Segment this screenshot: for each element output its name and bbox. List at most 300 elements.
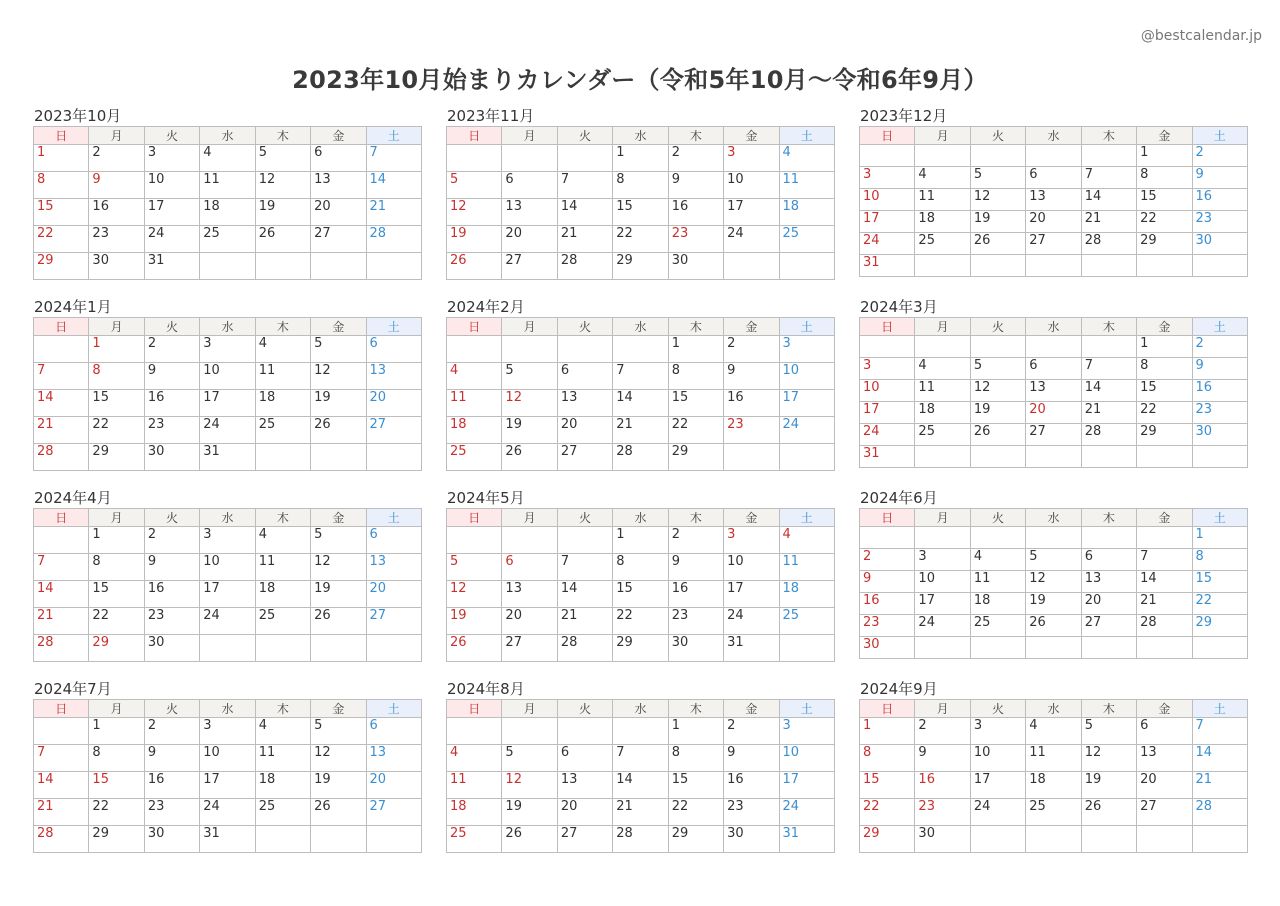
day-cell: 20 bbox=[502, 226, 557, 253]
weekday-header: 日 bbox=[34, 127, 89, 145]
day-cell: 30 bbox=[1192, 233, 1247, 255]
day-cell: 19 bbox=[970, 211, 1025, 233]
day-cell: 13 bbox=[366, 363, 421, 390]
weekday-header: 木 bbox=[1081, 509, 1136, 527]
day-cell: 20 bbox=[1026, 211, 1081, 233]
day-cell: 3 bbox=[724, 145, 779, 172]
day-cell: 25 bbox=[1026, 799, 1081, 826]
day-cell: 24 bbox=[200, 799, 255, 826]
day-cell: 19 bbox=[255, 199, 310, 226]
day-cell: 1 bbox=[613, 145, 668, 172]
day-cell: 5 bbox=[311, 336, 366, 363]
day-cell: 18 bbox=[255, 581, 310, 608]
weekday-header: 土 bbox=[779, 700, 834, 718]
weekday-header: 火 bbox=[144, 127, 199, 145]
day-cell: 11 bbox=[1026, 745, 1081, 772]
day-cell: 6 bbox=[366, 718, 421, 745]
weekday-header: 水 bbox=[200, 509, 255, 527]
week-row bbox=[34, 745, 422, 772]
weekday-header: 火 bbox=[144, 318, 199, 336]
weekday-header: 金 bbox=[724, 127, 779, 145]
day-cell bbox=[779, 635, 834, 662]
weekday-header: 水 bbox=[1026, 509, 1081, 527]
week-row bbox=[860, 527, 1248, 549]
weekday-header: 日 bbox=[860, 509, 915, 527]
day-cell bbox=[366, 253, 421, 280]
day-cell: 16 bbox=[1192, 189, 1247, 211]
day-cell: 7 bbox=[613, 363, 668, 390]
day-cell: 8 bbox=[1137, 358, 1192, 380]
day-cell bbox=[366, 826, 421, 853]
weekday-header: 月 bbox=[502, 509, 557, 527]
week-row bbox=[34, 390, 422, 417]
day-cell: 11 bbox=[915, 189, 970, 211]
week-row bbox=[447, 608, 835, 635]
day-cell bbox=[1026, 527, 1081, 549]
day-cell: 31 bbox=[144, 253, 199, 280]
day-cell bbox=[502, 527, 557, 554]
day-cell: 14 bbox=[557, 199, 612, 226]
day-cell: 28 bbox=[366, 226, 421, 253]
day-cell: 1 bbox=[1137, 336, 1192, 358]
day-cell: 26 bbox=[311, 417, 366, 444]
day-cell: 16 bbox=[1192, 380, 1247, 402]
day-cell: 23 bbox=[1192, 402, 1247, 424]
day-cell: 5 bbox=[502, 363, 557, 390]
day-cell bbox=[613, 336, 668, 363]
day-cell: 21 bbox=[557, 226, 612, 253]
week-row bbox=[34, 635, 422, 662]
day-cell: 10 bbox=[200, 554, 255, 581]
day-cell bbox=[1137, 637, 1192, 659]
day-cell: 5 bbox=[970, 358, 1025, 380]
day-cell: 20 bbox=[557, 417, 612, 444]
day-cell: 23 bbox=[144, 417, 199, 444]
day-cell: 21 bbox=[1192, 772, 1247, 799]
day-cell: 17 bbox=[860, 402, 915, 424]
day-cell bbox=[1081, 255, 1136, 277]
day-cell: 19 bbox=[1026, 593, 1081, 615]
day-cell bbox=[970, 336, 1025, 358]
day-cell: 6 bbox=[1081, 549, 1136, 571]
month-table bbox=[859, 317, 1248, 468]
day-cell: 15 bbox=[1137, 380, 1192, 402]
day-cell bbox=[34, 718, 89, 745]
weekday-header: 水 bbox=[613, 700, 668, 718]
day-cell: 13 bbox=[502, 199, 557, 226]
week-row bbox=[860, 549, 1248, 571]
day-cell: 9 bbox=[144, 554, 199, 581]
week-row bbox=[447, 336, 835, 363]
day-cell: 27 bbox=[1026, 424, 1081, 446]
day-cell: 16 bbox=[724, 772, 779, 799]
day-cell: 3 bbox=[200, 718, 255, 745]
week-row bbox=[860, 380, 1248, 402]
day-cell: 8 bbox=[860, 745, 915, 772]
weekday-header: 水 bbox=[613, 127, 668, 145]
day-cell: 21 bbox=[34, 799, 89, 826]
day-cell: 18 bbox=[255, 390, 310, 417]
day-cell bbox=[1137, 255, 1192, 277]
day-cell: 28 bbox=[613, 444, 668, 471]
week-row bbox=[860, 718, 1248, 745]
day-cell bbox=[255, 635, 310, 662]
day-cell: 8 bbox=[668, 363, 723, 390]
day-cell: 1 bbox=[34, 145, 89, 172]
weekday-header: 金 bbox=[1137, 127, 1192, 145]
day-cell: 16 bbox=[915, 772, 970, 799]
weekday-header: 土 bbox=[1192, 509, 1247, 527]
day-cell: 11 bbox=[915, 380, 970, 402]
day-cell: 17 bbox=[200, 772, 255, 799]
day-cell: 24 bbox=[724, 226, 779, 253]
day-cell: 29 bbox=[89, 444, 144, 471]
month-title: 2023年12月 bbox=[860, 107, 948, 125]
day-cell: 11 bbox=[779, 554, 834, 581]
weekday-header: 金 bbox=[311, 700, 366, 718]
day-cell: 22 bbox=[34, 226, 89, 253]
weekday-header: 木 bbox=[668, 127, 723, 145]
day-cell bbox=[34, 336, 89, 363]
weekday-header: 日 bbox=[34, 700, 89, 718]
day-cell bbox=[724, 444, 779, 471]
weekday-header: 水 bbox=[613, 509, 668, 527]
day-cell: 10 bbox=[860, 380, 915, 402]
week-row bbox=[34, 172, 422, 199]
day-cell: 9 bbox=[724, 363, 779, 390]
day-cell: 9 bbox=[915, 745, 970, 772]
day-cell bbox=[1081, 826, 1136, 853]
weekday-header: 金 bbox=[724, 700, 779, 718]
day-cell: 29 bbox=[668, 826, 723, 853]
day-cell: 20 bbox=[1081, 593, 1136, 615]
day-cell: 11 bbox=[447, 772, 502, 799]
day-cell: 30 bbox=[724, 826, 779, 853]
month-title: 2024年8月 bbox=[447, 680, 525, 698]
day-cell bbox=[255, 253, 310, 280]
week-row bbox=[447, 226, 835, 253]
day-cell: 7 bbox=[1081, 167, 1136, 189]
day-cell: 12 bbox=[447, 581, 502, 608]
week-row bbox=[860, 772, 1248, 799]
weekday-header: 日 bbox=[860, 127, 915, 145]
day-cell: 28 bbox=[34, 444, 89, 471]
month-title: 2024年6月 bbox=[860, 489, 938, 507]
day-cell: 25 bbox=[447, 826, 502, 853]
day-cell: 25 bbox=[915, 233, 970, 255]
month-title: 2024年4月 bbox=[34, 489, 112, 507]
weekday-header: 土 bbox=[1192, 127, 1247, 145]
day-cell bbox=[447, 527, 502, 554]
day-cell bbox=[779, 444, 834, 471]
day-cell: 21 bbox=[613, 417, 668, 444]
day-cell: 23 bbox=[89, 226, 144, 253]
day-cell bbox=[613, 718, 668, 745]
day-cell bbox=[1026, 145, 1081, 167]
day-cell: 1 bbox=[668, 718, 723, 745]
weekday-header: 土 bbox=[1192, 318, 1247, 336]
day-cell: 22 bbox=[613, 226, 668, 253]
week-row bbox=[34, 444, 422, 471]
day-cell bbox=[447, 336, 502, 363]
weekday-header: 火 bbox=[970, 700, 1025, 718]
week-row bbox=[447, 417, 835, 444]
day-cell bbox=[1026, 826, 1081, 853]
week-row bbox=[860, 211, 1248, 233]
day-cell bbox=[915, 446, 970, 468]
week-row bbox=[34, 581, 422, 608]
weekday-header: 月 bbox=[89, 700, 144, 718]
day-cell bbox=[915, 255, 970, 277]
day-cell: 15 bbox=[613, 199, 668, 226]
month-title: 2024年3月 bbox=[860, 298, 938, 316]
weekday-header: 日 bbox=[860, 318, 915, 336]
weekday-header: 火 bbox=[970, 509, 1025, 527]
day-cell: 17 bbox=[779, 772, 834, 799]
day-cell: 30 bbox=[89, 253, 144, 280]
day-cell: 24 bbox=[860, 424, 915, 446]
day-cell: 14 bbox=[1081, 380, 1136, 402]
weekday-header: 土 bbox=[366, 509, 421, 527]
month-table bbox=[446, 317, 835, 471]
weekday-header: 火 bbox=[557, 509, 612, 527]
day-cell bbox=[915, 637, 970, 659]
day-cell: 18 bbox=[200, 199, 255, 226]
day-cell: 9 bbox=[89, 172, 144, 199]
day-cell: 14 bbox=[34, 390, 89, 417]
day-cell: 17 bbox=[200, 390, 255, 417]
day-cell: 29 bbox=[1192, 615, 1247, 637]
day-cell: 3 bbox=[779, 718, 834, 745]
day-cell: 13 bbox=[557, 390, 612, 417]
day-cell: 24 bbox=[200, 608, 255, 635]
week-row bbox=[34, 363, 422, 390]
day-cell: 31 bbox=[200, 444, 255, 471]
weekday-header: 金 bbox=[724, 318, 779, 336]
day-cell: 4 bbox=[447, 745, 502, 772]
day-cell: 22 bbox=[1137, 402, 1192, 424]
weekday-header: 木 bbox=[255, 318, 310, 336]
day-cell: 14 bbox=[1137, 571, 1192, 593]
day-cell: 15 bbox=[89, 390, 144, 417]
week-row bbox=[860, 336, 1248, 358]
day-cell: 5 bbox=[1026, 549, 1081, 571]
day-cell: 5 bbox=[447, 172, 502, 199]
day-cell: 10 bbox=[779, 745, 834, 772]
day-cell: 1 bbox=[89, 718, 144, 745]
day-cell: 17 bbox=[779, 390, 834, 417]
day-cell: 15 bbox=[34, 199, 89, 226]
day-cell: 8 bbox=[1192, 549, 1247, 571]
day-cell: 6 bbox=[557, 745, 612, 772]
day-cell: 1 bbox=[668, 336, 723, 363]
weekday-header-row bbox=[860, 509, 1248, 527]
day-cell: 19 bbox=[311, 772, 366, 799]
month-title: 2024年7月 bbox=[34, 680, 112, 698]
day-cell bbox=[200, 635, 255, 662]
day-cell: 29 bbox=[613, 253, 668, 280]
day-cell: 31 bbox=[779, 826, 834, 853]
day-cell: 26 bbox=[447, 253, 502, 280]
week-row bbox=[34, 608, 422, 635]
weekday-header: 土 bbox=[366, 127, 421, 145]
day-cell: 31 bbox=[860, 255, 915, 277]
day-cell: 2 bbox=[144, 527, 199, 554]
week-row bbox=[860, 826, 1248, 853]
day-cell: 18 bbox=[915, 211, 970, 233]
month-title: 2024年5月 bbox=[447, 489, 525, 507]
day-cell: 20 bbox=[1026, 402, 1081, 424]
day-cell: 28 bbox=[1192, 799, 1247, 826]
day-cell: 13 bbox=[1137, 745, 1192, 772]
weekday-header-row bbox=[447, 700, 835, 718]
day-cell bbox=[1137, 527, 1192, 549]
day-cell: 8 bbox=[613, 554, 668, 581]
day-cell: 30 bbox=[144, 826, 199, 853]
day-cell: 19 bbox=[311, 581, 366, 608]
day-cell: 6 bbox=[1026, 358, 1081, 380]
day-cell: 24 bbox=[779, 417, 834, 444]
day-cell: 26 bbox=[311, 608, 366, 635]
weekday-header: 日 bbox=[34, 509, 89, 527]
day-cell: 5 bbox=[447, 554, 502, 581]
day-cell: 7 bbox=[1137, 549, 1192, 571]
day-cell: 2 bbox=[1192, 336, 1247, 358]
day-cell: 12 bbox=[447, 199, 502, 226]
weekday-header: 日 bbox=[447, 318, 502, 336]
day-cell: 25 bbox=[970, 615, 1025, 637]
day-cell bbox=[1137, 826, 1192, 853]
weekday-header-row bbox=[34, 318, 422, 336]
week-row bbox=[447, 799, 835, 826]
day-cell: 8 bbox=[89, 554, 144, 581]
weekday-header: 水 bbox=[200, 127, 255, 145]
weekday-header: 月 bbox=[502, 318, 557, 336]
week-row bbox=[860, 799, 1248, 826]
day-cell: 8 bbox=[668, 745, 723, 772]
day-cell bbox=[779, 253, 834, 280]
day-cell: 13 bbox=[1081, 571, 1136, 593]
day-cell: 9 bbox=[1192, 358, 1247, 380]
day-cell: 10 bbox=[200, 745, 255, 772]
month-calendar bbox=[446, 106, 835, 280]
day-cell: 13 bbox=[366, 745, 421, 772]
day-cell: 27 bbox=[1081, 615, 1136, 637]
day-cell bbox=[1081, 527, 1136, 549]
day-cell: 27 bbox=[366, 799, 421, 826]
week-row bbox=[860, 745, 1248, 772]
day-cell: 7 bbox=[34, 363, 89, 390]
day-cell bbox=[1081, 446, 1136, 468]
day-cell bbox=[915, 145, 970, 167]
day-cell: 3 bbox=[724, 527, 779, 554]
day-cell: 20 bbox=[366, 581, 421, 608]
day-cell: 27 bbox=[366, 608, 421, 635]
week-row bbox=[447, 826, 835, 853]
day-cell: 25 bbox=[255, 799, 310, 826]
day-cell bbox=[724, 253, 779, 280]
day-cell: 4 bbox=[970, 549, 1025, 571]
day-cell: 12 bbox=[502, 390, 557, 417]
day-cell: 15 bbox=[89, 581, 144, 608]
day-cell: 27 bbox=[502, 635, 557, 662]
weekday-header: 月 bbox=[502, 700, 557, 718]
day-cell: 26 bbox=[970, 424, 1025, 446]
weekday-header: 水 bbox=[1026, 700, 1081, 718]
day-cell: 29 bbox=[1137, 233, 1192, 255]
month-table bbox=[33, 126, 422, 280]
day-cell bbox=[970, 145, 1025, 167]
month-table bbox=[33, 317, 422, 471]
day-cell: 11 bbox=[779, 172, 834, 199]
day-cell bbox=[1026, 446, 1081, 468]
day-cell: 16 bbox=[144, 581, 199, 608]
month-calendar bbox=[859, 679, 1248, 853]
day-cell: 4 bbox=[200, 145, 255, 172]
day-cell: 16 bbox=[724, 390, 779, 417]
day-cell: 18 bbox=[447, 799, 502, 826]
day-cell: 23 bbox=[860, 615, 915, 637]
day-cell: 13 bbox=[1026, 380, 1081, 402]
day-cell: 6 bbox=[1026, 167, 1081, 189]
weekday-header-row bbox=[34, 509, 422, 527]
day-cell: 3 bbox=[970, 718, 1025, 745]
day-cell: 26 bbox=[970, 233, 1025, 255]
month-title: 2024年1月 bbox=[34, 298, 112, 316]
calendar-grid bbox=[33, 106, 1248, 853]
day-cell: 29 bbox=[34, 253, 89, 280]
day-cell: 24 bbox=[915, 615, 970, 637]
day-cell: 6 bbox=[1137, 718, 1192, 745]
day-cell: 28 bbox=[1137, 615, 1192, 637]
day-cell: 29 bbox=[613, 635, 668, 662]
weekday-header-row bbox=[447, 509, 835, 527]
day-cell: 24 bbox=[144, 226, 199, 253]
week-row bbox=[447, 253, 835, 280]
day-cell bbox=[502, 336, 557, 363]
month-table bbox=[859, 699, 1248, 853]
day-cell: 17 bbox=[860, 211, 915, 233]
day-cell: 14 bbox=[613, 390, 668, 417]
day-cell: 7 bbox=[613, 745, 668, 772]
day-cell: 17 bbox=[915, 593, 970, 615]
weekday-header: 日 bbox=[447, 127, 502, 145]
day-cell: 2 bbox=[668, 527, 723, 554]
day-cell: 17 bbox=[200, 581, 255, 608]
day-cell: 15 bbox=[1137, 189, 1192, 211]
day-cell: 9 bbox=[144, 363, 199, 390]
week-row bbox=[34, 826, 422, 853]
page-title: 2023年10月始まりカレンダー（令和5年10月〜令和6年9月） bbox=[292, 66, 988, 95]
month-calendar bbox=[859, 106, 1248, 280]
month-table bbox=[446, 699, 835, 853]
day-cell bbox=[1192, 637, 1247, 659]
week-row bbox=[447, 718, 835, 745]
day-cell: 16 bbox=[668, 581, 723, 608]
weekday-header: 金 bbox=[1137, 700, 1192, 718]
day-cell bbox=[860, 145, 915, 167]
day-cell: 9 bbox=[724, 745, 779, 772]
week-row bbox=[860, 233, 1248, 255]
week-row bbox=[34, 417, 422, 444]
day-cell: 3 bbox=[779, 336, 834, 363]
day-cell: 12 bbox=[311, 363, 366, 390]
day-cell bbox=[970, 255, 1025, 277]
weekday-header: 月 bbox=[89, 509, 144, 527]
day-cell: 3 bbox=[144, 145, 199, 172]
day-cell: 12 bbox=[502, 772, 557, 799]
weekday-header: 日 bbox=[447, 700, 502, 718]
